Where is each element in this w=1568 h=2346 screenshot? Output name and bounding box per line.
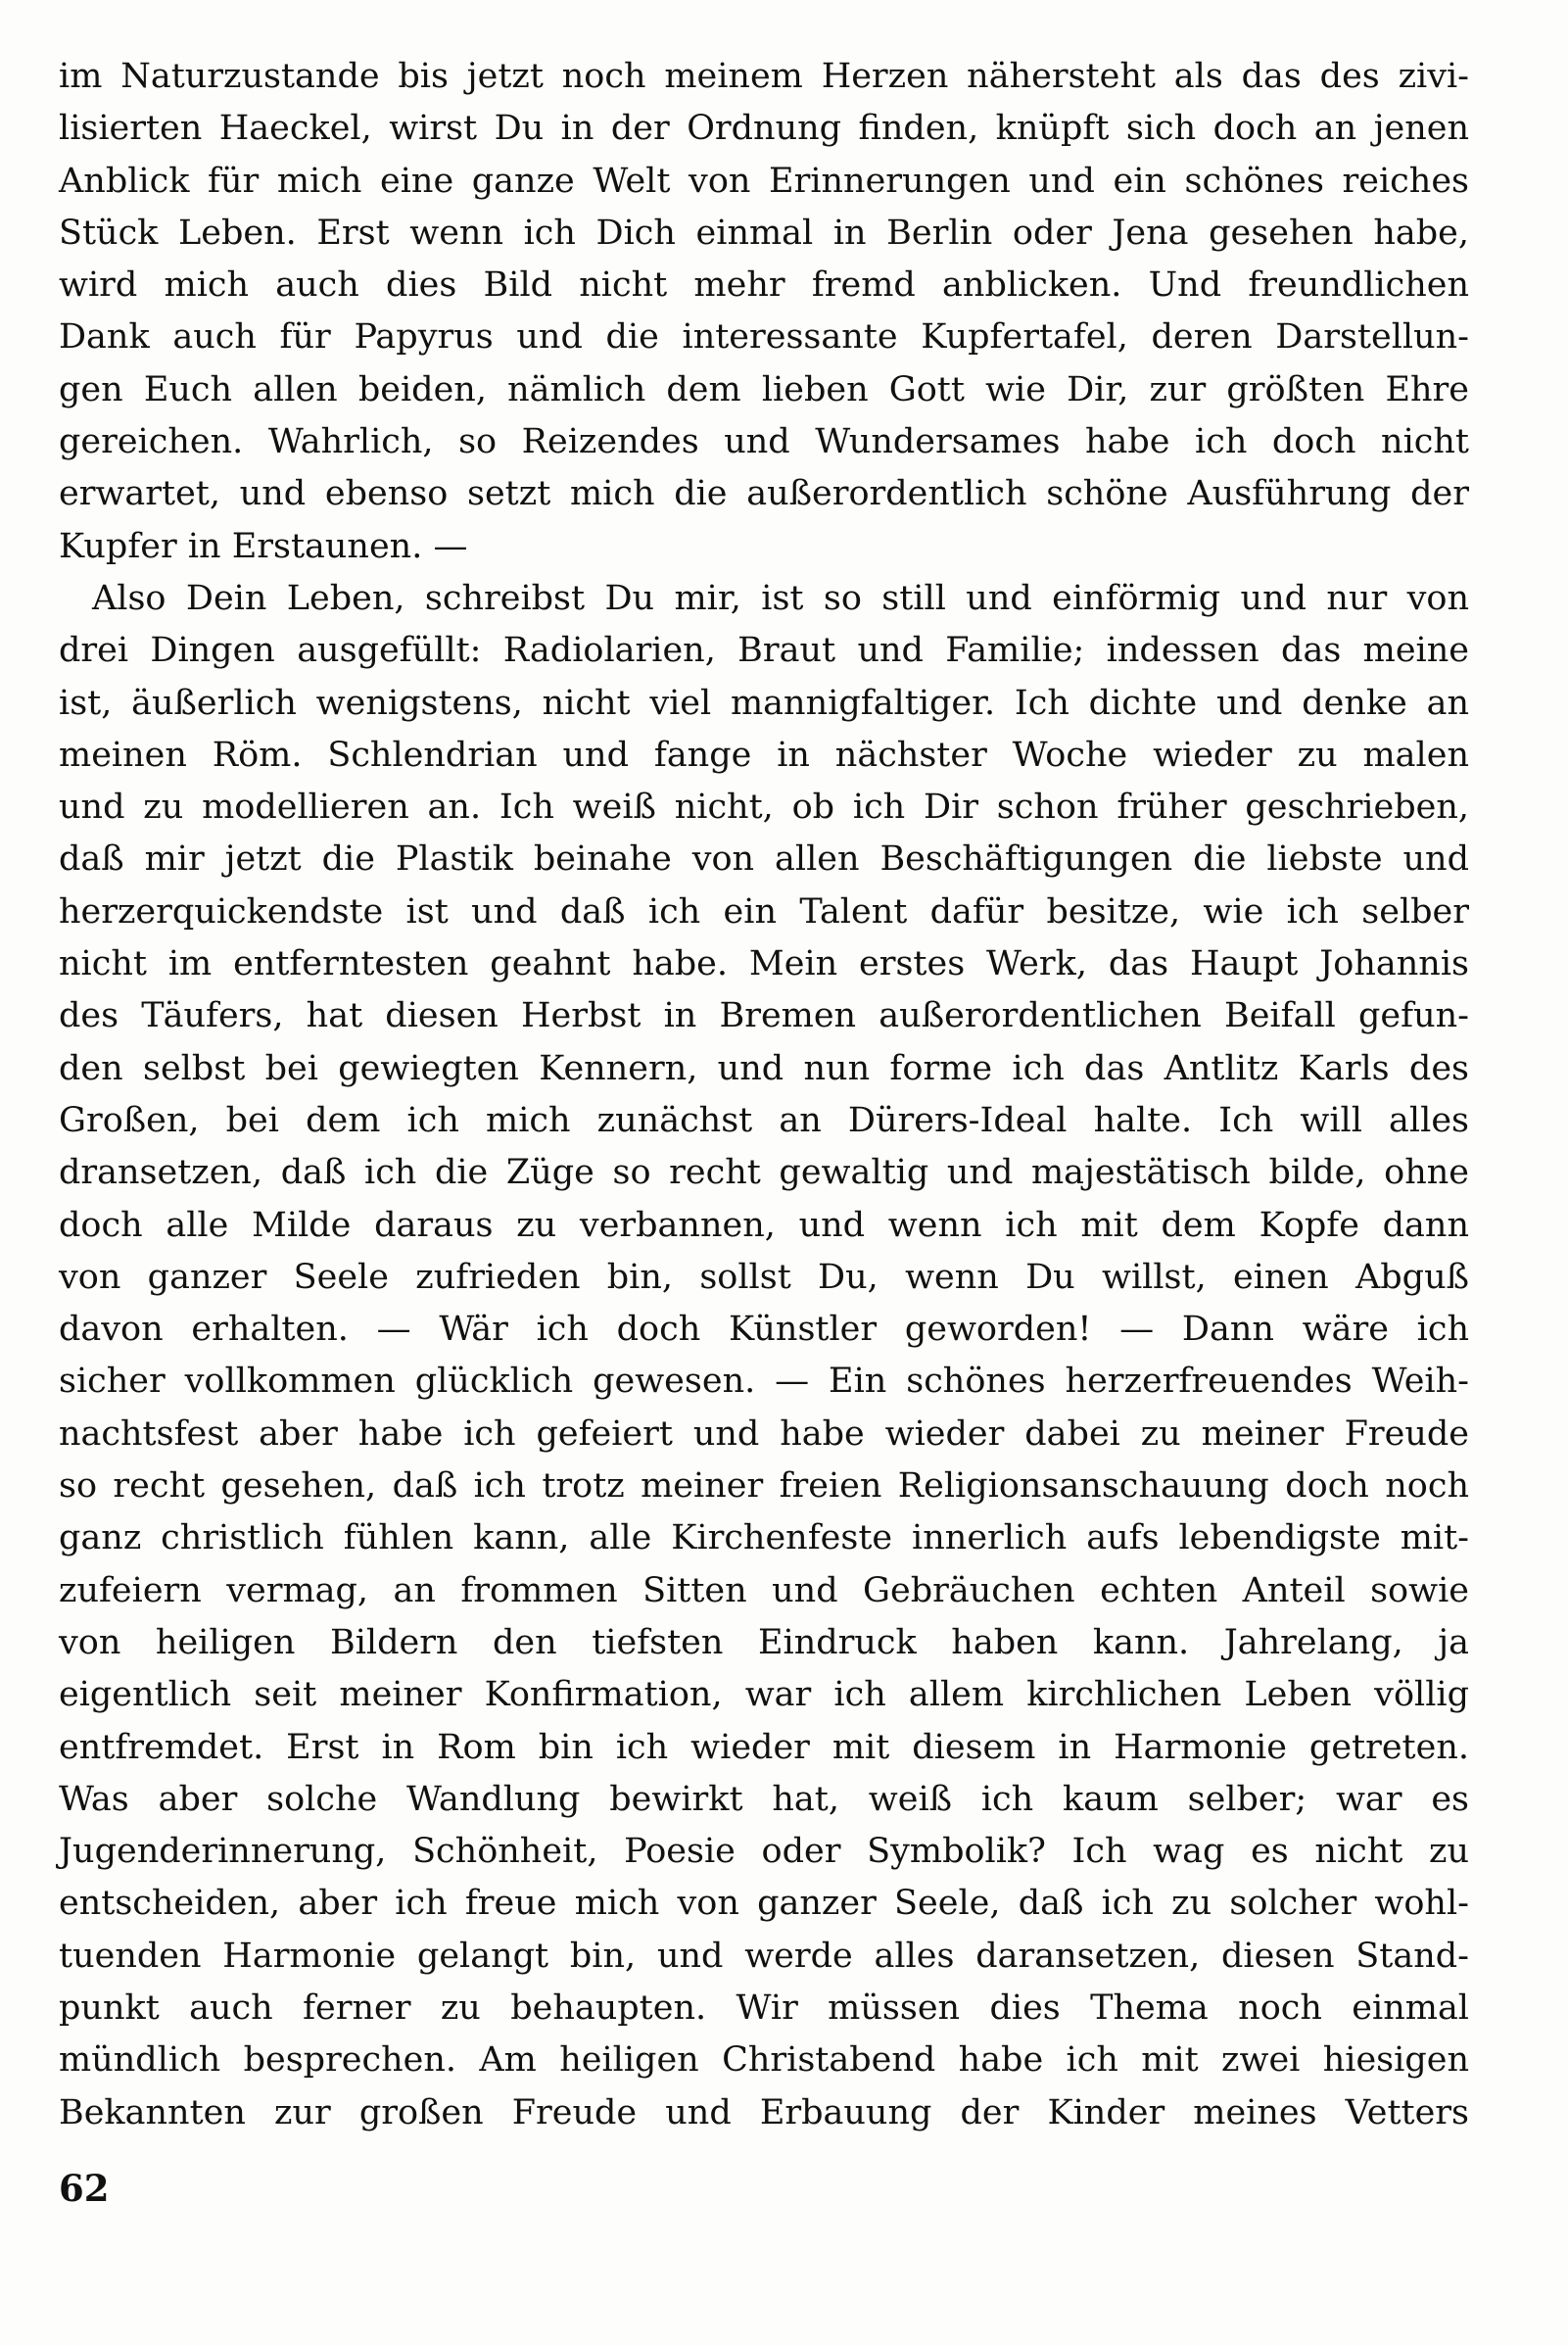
text-line: Was aber solche Wandlung bewirkt hat, weiß ich kaum selber; war es [59, 1779, 1469, 1819]
text-line: von ganzer Seele zufrieden bin, sollst Du, wenn Du willst, einen Abguß [59, 1257, 1469, 1297]
text-line: Dank auch für Papyrus und die interessante Kupfertafel, deren Darstellun- [59, 317, 1469, 358]
text-line: ist, äußerlich wenigstens, nicht viel mannigfaltiger. Ich dichte und denke an [59, 683, 1469, 723]
text-line: ganz christlich fühlen kann, alle Kirchenfeste innerlich aufs lebendigste mit- [59, 1518, 1469, 1558]
text-line: gen Euch allen beiden, nämlich dem lieben Gott wie Dir, zur größten Ehre [59, 369, 1469, 409]
text-line: von heiligen Bildern den tiefsten Eindruck haben kann. Jahrelang, ja [59, 1622, 1469, 1662]
text-line: gereichen. Wahrlich, so Reizendes und Wundersames habe ich doch nicht [59, 422, 1469, 462]
text-line: Großen, bei dem ich mich zunächst an Dürers-Ideal halte. Ich will alles [59, 1100, 1469, 1140]
text-line: daß mir jetzt die Plastik beinahe von allen Beschäftigungen die liebste und [59, 839, 1469, 880]
text-line: so recht gesehen, daß ich trotz meiner freien Religionsanschauung doch noch [59, 1466, 1469, 1507]
page-number: 62 [59, 2167, 110, 2210]
text-line: Anblick für mich eine ganze Welt von Erinnerungen und ein schönes reiches [59, 161, 1469, 201]
text-line: davon erhalten. — Wär ich doch Künstler geworden! — Dann wäre ich [59, 1310, 1469, 1350]
text-line: eigentlich seit meiner Konfirmation, war ich allem kirchlichen Leben völlig [59, 1675, 1469, 1715]
text-line: nicht im entferntesten geahnt habe. Mein erstes Werk, das Haupt Johannis [59, 944, 1469, 984]
text-line: Stück Leben. Erst wenn ich Dich einmal in Berlin oder Jena gesehen habe, [59, 213, 1469, 253]
text-line: zufeiern vermag, an frommen Sitten und Gebräuchen echten Anteil sowie [59, 1570, 1469, 1610]
text-line: Jugenderinnerung, Schönheit, Poesie oder Symbolik? Ich wag es nicht zu [59, 1832, 1469, 1872]
text-line: entfremdet. Erst in Rom bin ich wieder mit diesem in Harmonie getreten. [59, 1727, 1469, 1767]
text-line: tuenden Harmonie gelangt bin, und werde alles daransetzen, diesen Stand- [59, 1936, 1469, 1976]
text-line: entscheiden, aber ich freue mich von ganzer Seele, daß ich zu solcher wohl- [59, 1884, 1469, 1924]
text-line: des Täufers, hat diesen Herbst in Bremen außerordentlichen Beifall gefun- [59, 996, 1469, 1036]
text-line: punkt auch ferner zu behaupten. Wir müssen dies Thema noch einmal [59, 1987, 1469, 2028]
text-line: Bekannten zur großen Freude und Erbauung der Kinder meines Vetters [59, 2092, 1469, 2132]
text-line: wird mich auch dies Bild nicht mehr fremd anblicken. Und freundlichen [59, 265, 1469, 306]
text-line: doch alle Milde daraus zu verbannen, und wenn ich mit dem Kopfe dann [59, 1205, 1469, 1245]
text-line: lisierten Haeckel, wirst Du in der Ordnung finden, knüpft sich doch an jenen [59, 109, 1469, 149]
text-line: und zu modellieren an. Ich weiß nicht, ob ich Dir schon früher geschrieben, [59, 788, 1469, 828]
text-line: im Naturzustande bis jetzt noch meinem Herzen nähersteht als das des zivi- [59, 57, 1469, 96]
text-line: erwartet, und ebenso setzt mich die außerordentlich schöne Ausführung der [59, 474, 1469, 514]
text-line-paragraph-start: Also Dein Leben, schreibst Du mir, ist so still und einförmig und nur von [92, 578, 1469, 618]
text-line: mündlich besprechen. Am heiligen Christabend habe ich mit zwei hiesigen [59, 2040, 1469, 2081]
text-line: den selbst bei gewiegten Kennern, und nun forme ich das Antlitz Karls des [59, 1048, 1469, 1088]
text-line-paragraph-end: Kupfer in Erstaunen. — [59, 526, 468, 566]
text-line: dransetzen, daß ich die Züge so recht gewaltig und majestätisch bilde, ohne [59, 1153, 1469, 1193]
text-line: herzerquickendste ist und daß ich ein Talent dafür besitze, wie ich selber [59, 891, 1469, 932]
text-line: drei Dingen ausgefüllt: Radiolarien, Braut und Familie; indessen das meine [59, 631, 1469, 671]
text-line: nachtsfest aber habe ich gefeiert und habe wieder dabei zu meiner Freude [59, 1413, 1469, 1454]
body-text [59, 51, 1469, 2139]
text-line: meinen Röm. Schlendrian und fange in nächster Woche wieder zu malen [59, 735, 1469, 775]
text-line: sicher vollkommen glücklich gewesen. — Ein schönes herzerfreuendes Weih- [59, 1362, 1469, 1402]
